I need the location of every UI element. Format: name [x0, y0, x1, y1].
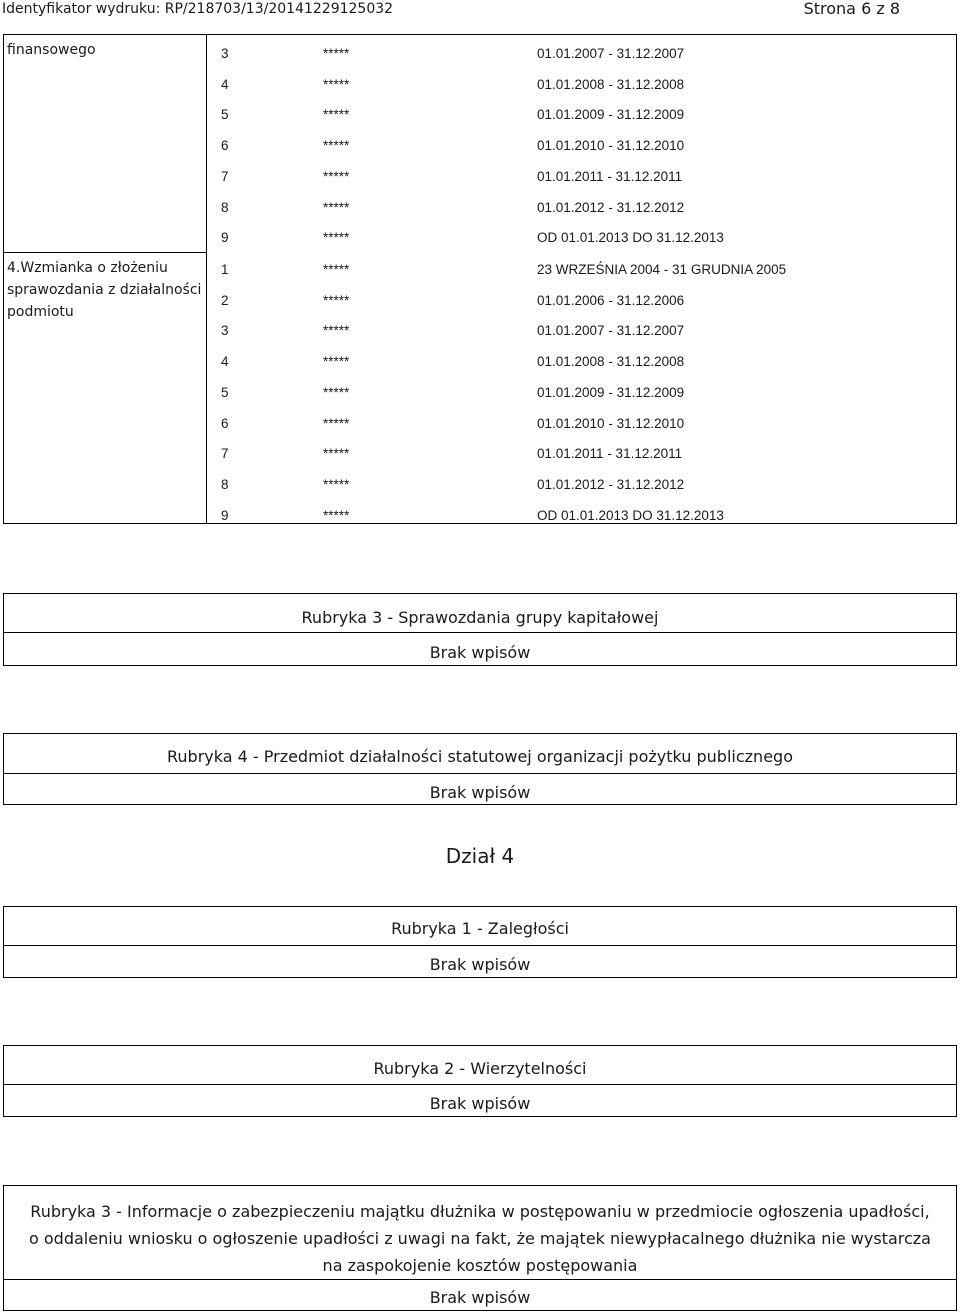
row-number: 3 [221, 323, 229, 339]
table-row [207, 408, 956, 438]
section-r4-statutory-activity [3, 733, 957, 805]
date-range: 01.01.2011 - 31.12.2011 [537, 168, 683, 184]
masked-value: ***** [323, 384, 350, 400]
row-number: 2 [221, 292, 229, 308]
row-number: 7 [221, 168, 229, 184]
row-number: 5 [221, 384, 229, 400]
date-range: 01.01.2010 - 31.12.2010 [537, 138, 685, 154]
report-table [3, 34, 957, 524]
row-number: 6 [221, 138, 229, 154]
table-row [207, 469, 956, 499]
date-range: 01.01.2009 - 31.12.2009 [537, 384, 685, 400]
row-number: 4 [221, 354, 229, 370]
section-title: Rubryka 3 - Sprawozdania grupy kapitałowej [301, 608, 659, 627]
table-row [207, 130, 956, 160]
section-r3-group-reports [3, 593, 957, 666]
section-title: Rubryka 1 - Zaległości [391, 919, 569, 938]
date-range: 01.01.2008 - 31.12.2008 [537, 354, 685, 370]
date-range: 01.01.2011 - 31.12.2011 [537, 446, 683, 462]
date-range: 01.01.2010 - 31.12.2010 [537, 415, 685, 431]
section-title: Rubryka 4 - Przedmiot działalności statutowej organizacji pożytku publicznego [167, 747, 793, 766]
date-range: 01.01.2009 - 31.12.2009 [537, 107, 685, 123]
masked-value: ***** [323, 507, 350, 523]
table-row [207, 377, 956, 407]
table-row [207, 38, 956, 68]
row-number: 1 [221, 262, 229, 277]
empty-entry-text: Brak wpisów [429, 643, 531, 662]
section-d4-r3-asset-security [3, 1185, 957, 1311]
table-row [207, 315, 956, 345]
date-range: 01.01.2007 - 31.12.2007 [537, 46, 685, 61]
date-range: OD 01.01.2013 DO 31.12.2013 [537, 507, 724, 523]
masked-value: ***** [323, 354, 350, 370]
section-title: Rubryka 3 - Informacje o zabezpieczeniu majątku dłużnika w postępowaniu w przedmiocie ogłoszenia upadłości, o oddaleniu wniosku o ogłoszenie upadłości z uwagi na fakt, że majątek niewypłacalnego dłużnika nie wystarcza na zaspokojenie kosztów postępowania [29, 1202, 931, 1275]
masked-value: ***** [323, 138, 350, 154]
division-heading: Dział 4 [445, 844, 515, 868]
section-label-financial: finansowego [4, 35, 207, 253]
date-range: 23 WRZEŚNIA 2004 - 31 GRUDNIA 2005 [537, 262, 787, 277]
print-identifier: Identyfikator wydruku: RP/218703/13/20141229125032 [2, 1, 394, 17]
row-number: 5 [221, 107, 229, 123]
row-number: 8 [221, 199, 229, 215]
table-row [207, 254, 956, 284]
table-row [207, 161, 956, 191]
section-label-activity-report: 4.Wzmianka o złożeniu sprawozdania z działalności podmiotu [4, 253, 207, 523]
empty-entry-text: Brak wpisów [429, 955, 531, 974]
table-row [207, 346, 956, 376]
masked-value: ***** [323, 262, 350, 277]
row-number: 9 [221, 507, 229, 523]
table-row [207, 69, 956, 99]
date-range: 01.01.2012 - 31.12.2012 [537, 199, 685, 215]
table-row [207, 222, 956, 252]
row-number: 9 [221, 230, 229, 246]
date-range: OD 01.01.2013 DO 31.12.2013 [537, 230, 724, 246]
date-range: 01.01.2006 - 31.12.2006 [537, 292, 685, 308]
masked-value: ***** [323, 107, 350, 123]
masked-value: ***** [323, 199, 350, 215]
section-d4-r2-receivables [3, 1045, 957, 1117]
table-row [207, 99, 956, 129]
masked-value: ***** [323, 46, 350, 61]
date-range: 01.01.2007 - 31.12.2007 [537, 323, 685, 339]
date-range: 01.01.2008 - 31.12.2008 [537, 76, 685, 92]
row-number: 6 [221, 415, 229, 431]
masked-value: ***** [323, 168, 350, 184]
masked-value: ***** [323, 76, 350, 92]
table-row [207, 438, 956, 468]
row-number: 7 [221, 446, 229, 462]
masked-value: ***** [323, 476, 350, 492]
masked-value: ***** [323, 230, 350, 246]
masked-value: ***** [323, 292, 350, 308]
row-number: 4 [221, 76, 229, 92]
empty-entry-text: Brak wpisów [429, 783, 531, 802]
empty-entry-text: Brak wpisów [429, 1288, 531, 1307]
table-row [207, 500, 956, 530]
masked-value: ***** [323, 446, 350, 462]
empty-entry-text: Brak wpisów [429, 1094, 531, 1113]
masked-value: ***** [323, 415, 350, 431]
section-d4-r1-arrears [3, 906, 957, 978]
masked-value: ***** [323, 323, 350, 339]
table-row [207, 285, 956, 315]
table-row [207, 192, 956, 222]
date-range: 01.01.2012 - 31.12.2012 [537, 476, 685, 492]
row-number: 3 [221, 46, 229, 61]
page-number: Strona 6 z 8 [803, 0, 900, 18]
section-title: Rubryka 2 - Wierzytelności [373, 1059, 587, 1078]
row-number: 8 [221, 476, 229, 492]
